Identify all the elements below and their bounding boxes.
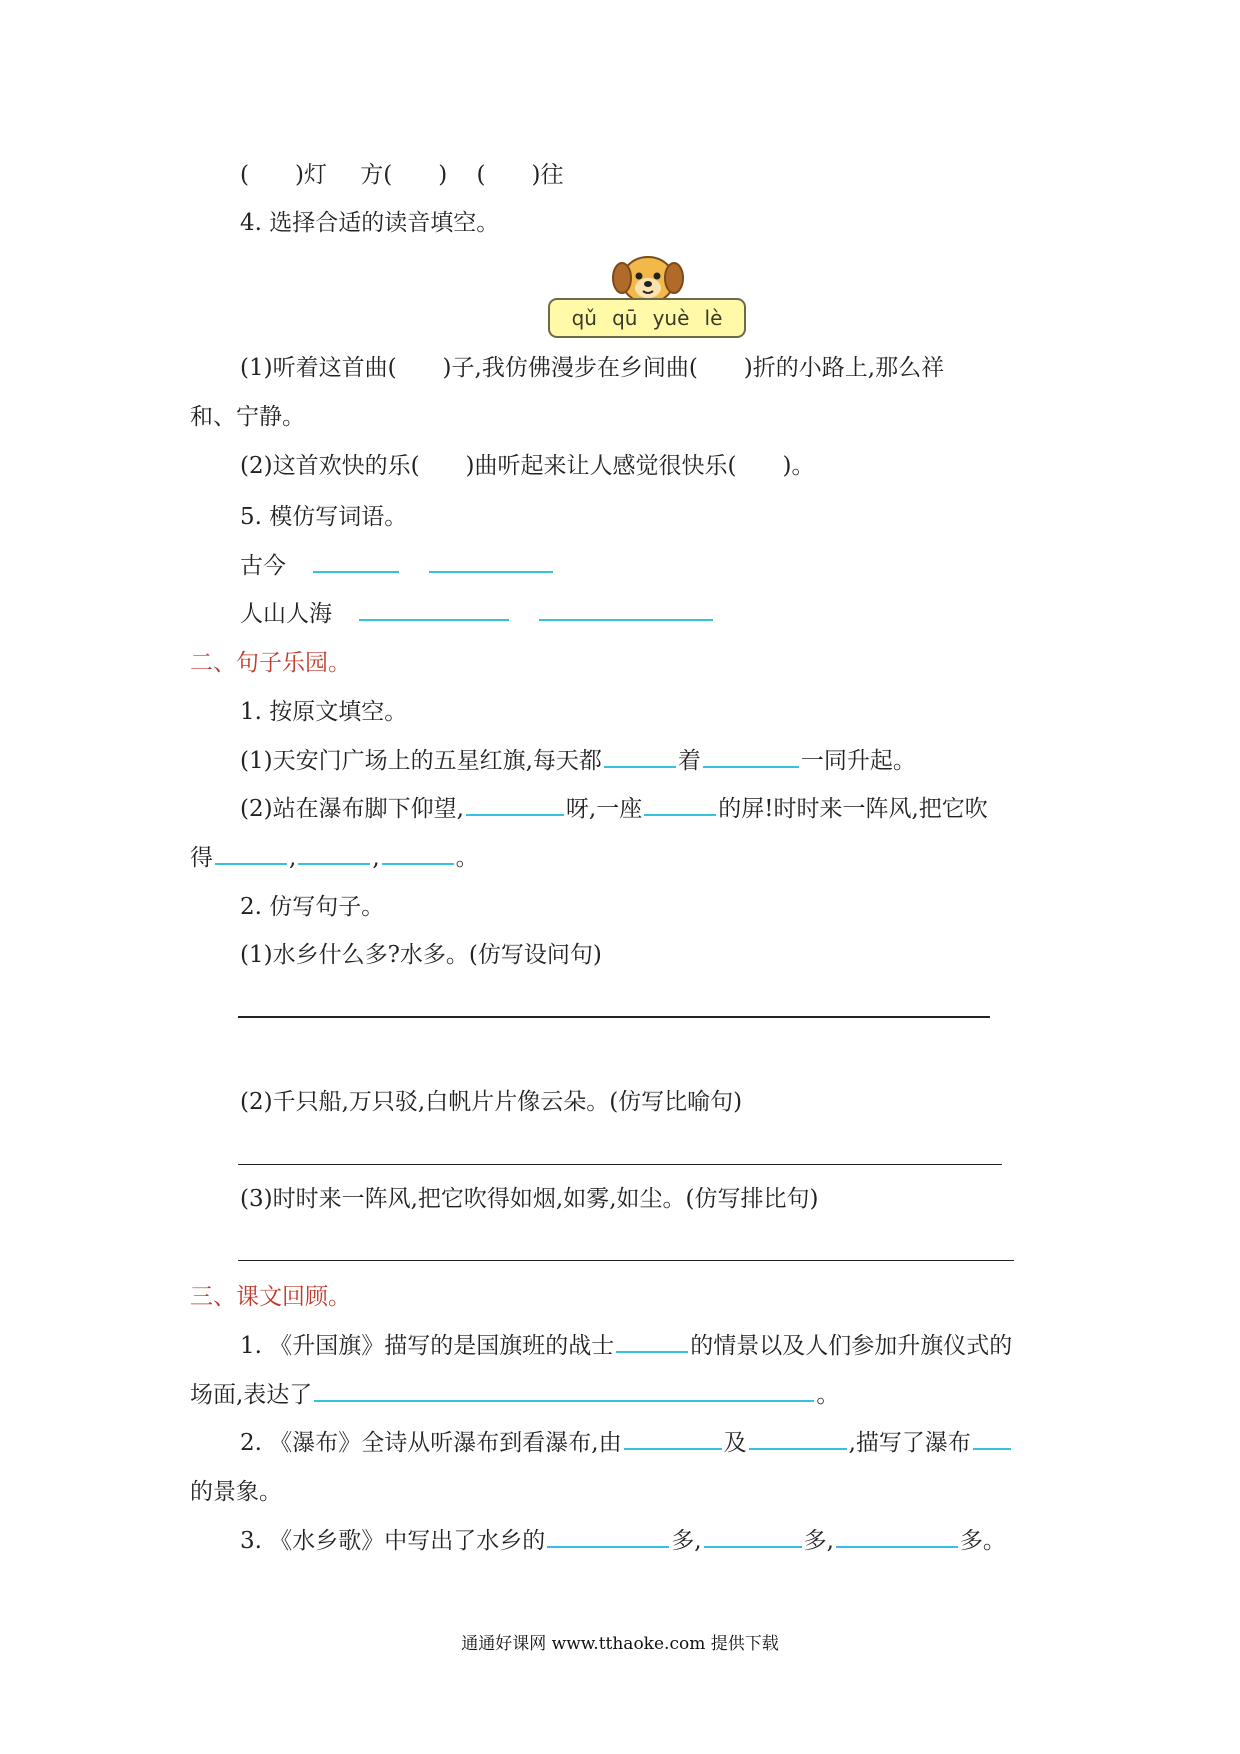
text: 3. 《水乡歌》中写出了水乡的 xyxy=(240,1528,546,1554)
answer-blank[interactable] xyxy=(382,843,454,865)
pinyin-options-badge xyxy=(548,298,746,338)
q4-title: 4. 选择合适的读音填空。 xyxy=(240,210,500,236)
sec2-q2-item-1: (1)水乡什么多?水多。(仿写设问句) xyxy=(240,942,602,968)
text: ,描写了瀑布 xyxy=(848,1430,971,1456)
answer-line[interactable] xyxy=(238,1260,1014,1261)
sec2-q1-sentence-1 xyxy=(240,746,916,776)
text: 及 xyxy=(723,1430,747,1456)
text: 多。 xyxy=(959,1528,1006,1554)
q5-row-1 xyxy=(240,551,555,581)
sec3-q3 xyxy=(240,1526,1006,1556)
q5-row-2 xyxy=(240,599,715,629)
text: 。 xyxy=(455,845,479,871)
answer-blank[interactable] xyxy=(703,746,799,768)
answer-blank[interactable] xyxy=(624,1428,722,1450)
q4-sentence-1-cont: 和、宁静。 xyxy=(190,404,305,430)
text: 2. 《瀑布》全诗从听瀑布到看瀑布,由 xyxy=(240,1430,622,1456)
sec3-q2-cont: 的景象。 xyxy=(190,1479,282,1505)
answer-blank[interactable] xyxy=(539,599,713,621)
sec3-q2 xyxy=(240,1428,1013,1458)
answer-blank[interactable] xyxy=(616,1331,688,1353)
answer-blank[interactable] xyxy=(836,1526,958,1548)
top-line xyxy=(240,160,563,190)
q5-word-1: 古今 xyxy=(240,553,286,579)
text: 的屏!时时来一阵风,把它吹 xyxy=(718,796,988,822)
answer-blank[interactable] xyxy=(298,843,370,865)
answer-blank[interactable] xyxy=(973,1428,1011,1450)
text: 多, xyxy=(803,1528,834,1554)
q5-word-2: 人山人海 xyxy=(240,601,332,627)
text: , xyxy=(289,845,297,871)
q4-sentence-1: (1)听着这首曲( )子,我仿佛漫步在乡间曲( )折的小路上,那么祥 xyxy=(240,355,945,381)
blank-word-2: 方( ) xyxy=(360,162,448,188)
blank-word-1: ( )灯 xyxy=(240,162,327,188)
answer-blank[interactable] xyxy=(644,794,716,816)
text: 场面,表达了 xyxy=(190,1382,313,1408)
text: (1)天安门广场上的五星红旗,每天都 xyxy=(240,748,602,774)
text: 呀,一座 xyxy=(565,796,643,822)
blank-word-3: ( )往 xyxy=(476,162,564,188)
text: , xyxy=(372,845,380,871)
answer-blank[interactable] xyxy=(215,843,287,865)
pinyin-option-3: yuè xyxy=(652,306,690,330)
answer-line[interactable] xyxy=(238,1164,1002,1165)
text: 多, xyxy=(671,1528,702,1554)
pinyin-option-1: qǔ xyxy=(571,306,597,330)
section-3-title: 三、课文回顾。 xyxy=(190,1284,351,1310)
pinyin-option-4: lè xyxy=(704,306,723,330)
sec3-q1 xyxy=(240,1331,1012,1361)
sec2-q1-sentence-2-cont xyxy=(190,843,479,873)
answer-blank[interactable] xyxy=(749,1428,847,1450)
q5-title: 5. 模仿写词语。 xyxy=(240,504,408,530)
text: 1. 《升国旗》描写的是国旗班的战士 xyxy=(240,1333,615,1359)
answer-blank[interactable] xyxy=(547,1526,669,1548)
answer-blank[interactable] xyxy=(429,551,553,573)
sec3-q1-cont xyxy=(190,1380,839,1410)
pinyin-option-2: qū xyxy=(612,306,638,330)
sec2-q1-sentence-2 xyxy=(240,794,988,824)
q4-sentence-2: (2)这首欢快的乐( )曲听起来让人感觉很快乐( )。 xyxy=(240,453,815,479)
answer-blank[interactable] xyxy=(604,746,676,768)
page-footer: 通通好课网 www.tthaoke.com 提供下载 xyxy=(461,1634,779,1654)
text: 。 xyxy=(816,1382,840,1408)
sec2-q1-title: 1. 按原文填空。 xyxy=(240,699,408,725)
answer-blank[interactable] xyxy=(313,551,399,573)
answer-blank[interactable] xyxy=(314,1380,814,1402)
answer-blank[interactable] xyxy=(704,1526,802,1548)
sec2-q2-item-3: (3)时时来一阵风,把它吹得如烟,如雾,如尘。(仿写排比句) xyxy=(240,1186,819,1212)
text: 的情景以及人们参加升旗仪式的 xyxy=(690,1333,1013,1359)
text: (2)站在瀑布脚下仰望, xyxy=(240,796,464,822)
text: 一同升起。 xyxy=(800,748,916,774)
sec2-q2-title: 2. 仿写句子。 xyxy=(240,894,385,920)
text: 得 xyxy=(190,845,213,871)
text: 着 xyxy=(677,748,701,774)
answer-line[interactable] xyxy=(238,1016,990,1018)
sec2-q2-item-2: (2)千只船,万只驳,白帆片片像云朵。(仿写比喻句) xyxy=(240,1089,743,1115)
section-2-title: 二、句子乐园。 xyxy=(190,650,351,676)
answer-blank[interactable] xyxy=(466,794,564,816)
answer-blank[interactable] xyxy=(359,599,509,621)
